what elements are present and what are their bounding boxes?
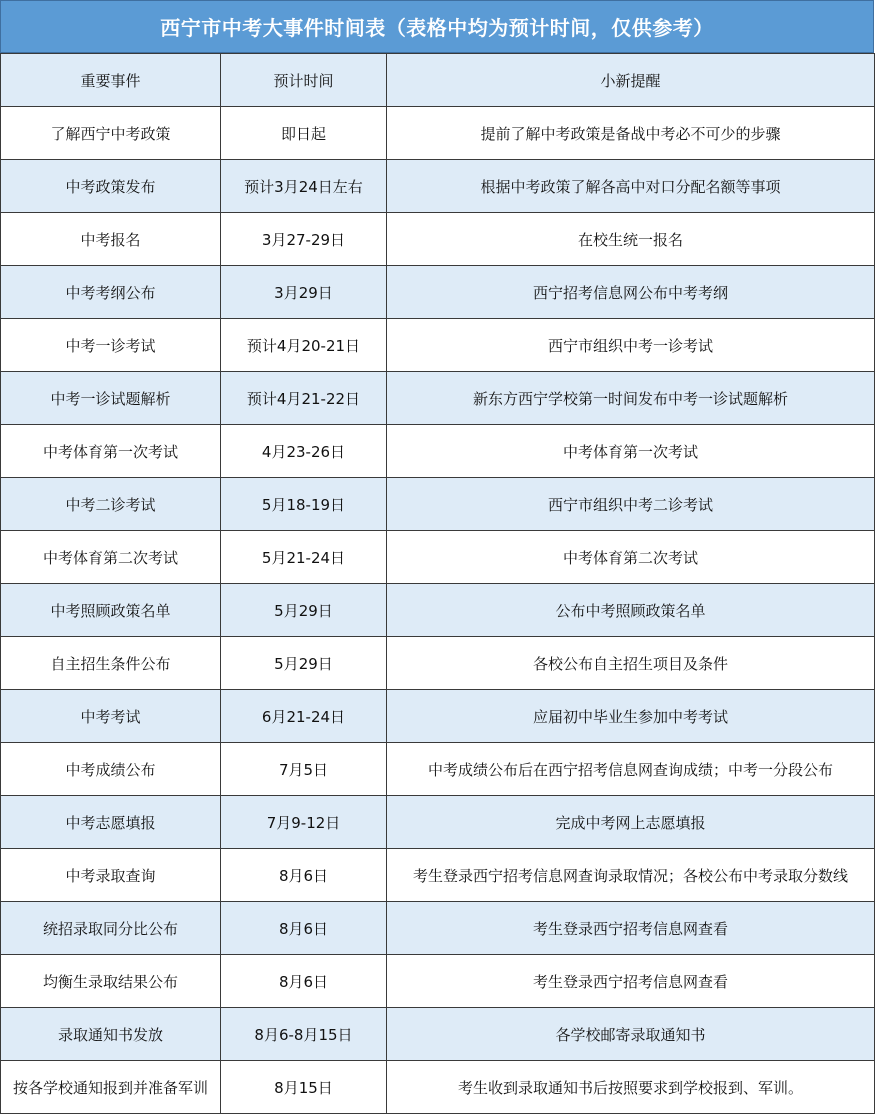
table-row [1, 372, 875, 425]
cell-event: 自主招生条件公布 [1, 637, 221, 690]
table-row [1, 107, 875, 160]
cell-tip: 中考体育第一次考试 [387, 425, 875, 478]
schedule-table-body [1, 54, 875, 1114]
table-row [1, 213, 875, 266]
cell-time: 预计4月20-21日 [221, 319, 387, 372]
cell-event: 中考成绩公布 [1, 743, 221, 796]
cell-event: 中考体育第一次考试 [1, 425, 221, 478]
table-row [1, 319, 875, 372]
cell-event: 统招录取同分比公布 [1, 902, 221, 955]
table-title: 西宁市中考大事件时间表（表格中均为预计时间，仅供参考） [0, 0, 874, 53]
cell-event: 中考政策发布 [1, 160, 221, 213]
cell-event: 中考一诊考试 [1, 319, 221, 372]
cell-time: 5月29日 [221, 637, 387, 690]
cell-event: 按各学校通知报到并准备军训 [1, 1061, 221, 1114]
cell-time: 8月15日 [221, 1061, 387, 1114]
cell-event: 中考录取查询 [1, 849, 221, 902]
cell-time: 7月9-12日 [221, 796, 387, 849]
table-row [1, 796, 875, 849]
cell-time: 8月6日 [221, 849, 387, 902]
header-time: 预计时间 [221, 54, 387, 107]
cell-tip: 考生收到录取通知书后按照要求到学校报到、军训。 [387, 1061, 875, 1114]
table-row [1, 531, 875, 584]
cell-time: 8月6-8月15日 [221, 1008, 387, 1061]
cell-tip: 考生登录西宁招考信息网查看 [387, 902, 875, 955]
cell-event: 均衡生录取结果公布 [1, 955, 221, 1008]
cell-tip: 完成中考网上志愿填报 [387, 796, 875, 849]
header-event: 重要事件 [1, 54, 221, 107]
cell-time: 3月27-29日 [221, 213, 387, 266]
cell-time: 6月21-24日 [221, 690, 387, 743]
cell-tip: 公布中考照顾政策名单 [387, 584, 875, 637]
cell-time: 5月21-24日 [221, 531, 387, 584]
table-row [1, 425, 875, 478]
table-row [1, 584, 875, 637]
cell-event: 中考志愿填报 [1, 796, 221, 849]
schedule-table [0, 53, 875, 1114]
cell-event: 中考照顾政策名单 [1, 584, 221, 637]
cell-event: 中考考试 [1, 690, 221, 743]
cell-tip: 西宁市组织中考二诊考试 [387, 478, 875, 531]
cell-time: 即日起 [221, 107, 387, 160]
cell-event: 中考体育第二次考试 [1, 531, 221, 584]
cell-time: 5月29日 [221, 584, 387, 637]
table-row [1, 902, 875, 955]
cell-event: 中考报名 [1, 213, 221, 266]
table-row [1, 637, 875, 690]
cell-time: 预计4月21-22日 [221, 372, 387, 425]
table-row [1, 1008, 875, 1061]
cell-tip: 应届初中毕业生参加中考考试 [387, 690, 875, 743]
table-row [1, 743, 875, 796]
cell-time: 8月6日 [221, 955, 387, 1008]
table-row [1, 690, 875, 743]
header-tip: 小新提醒 [387, 54, 875, 107]
cell-time: 预计3月24日左右 [221, 160, 387, 213]
header-row [1, 54, 875, 107]
table-row [1, 266, 875, 319]
cell-time: 8月6日 [221, 902, 387, 955]
cell-tip: 西宁市组织中考一诊考试 [387, 319, 875, 372]
cell-time: 5月18-19日 [221, 478, 387, 531]
table-row [1, 478, 875, 531]
cell-time: 7月5日 [221, 743, 387, 796]
cell-event: 中考一诊试题解析 [1, 372, 221, 425]
cell-tip: 新东方西宁学校第一时间发布中考一诊试题解析 [387, 372, 875, 425]
table-row [1, 849, 875, 902]
cell-time: 4月23-26日 [221, 425, 387, 478]
table-row [1, 160, 875, 213]
cell-tip: 中考成绩公布后在西宁招考信息网查询成绩；中考一分段公布 [387, 743, 875, 796]
cell-tip: 西宁招考信息网公布中考考纲 [387, 266, 875, 319]
cell-event: 了解西宁中考政策 [1, 107, 221, 160]
table-row [1, 1061, 875, 1114]
cell-tip: 中考体育第二次考试 [387, 531, 875, 584]
cell-tip: 提前了解中考政策是备战中考必不可少的步骤 [387, 107, 875, 160]
cell-tip: 考生登录西宁招考信息网查看 [387, 955, 875, 1008]
cell-tip: 考生登录西宁招考信息网查询录取情况；各校公布中考录取分数线 [387, 849, 875, 902]
cell-tip: 各校公布自主招生项目及条件 [387, 637, 875, 690]
cell-tip: 根据中考政策了解各高中对口分配名额等事项 [387, 160, 875, 213]
cell-event: 中考考纲公布 [1, 266, 221, 319]
cell-event: 录取通知书发放 [1, 1008, 221, 1061]
cell-time: 3月29日 [221, 266, 387, 319]
cell-tip: 各学校邮寄录取通知书 [387, 1008, 875, 1061]
cell-tip: 在校生统一报名 [387, 213, 875, 266]
table-row [1, 955, 875, 1008]
cell-event: 中考二诊考试 [1, 478, 221, 531]
